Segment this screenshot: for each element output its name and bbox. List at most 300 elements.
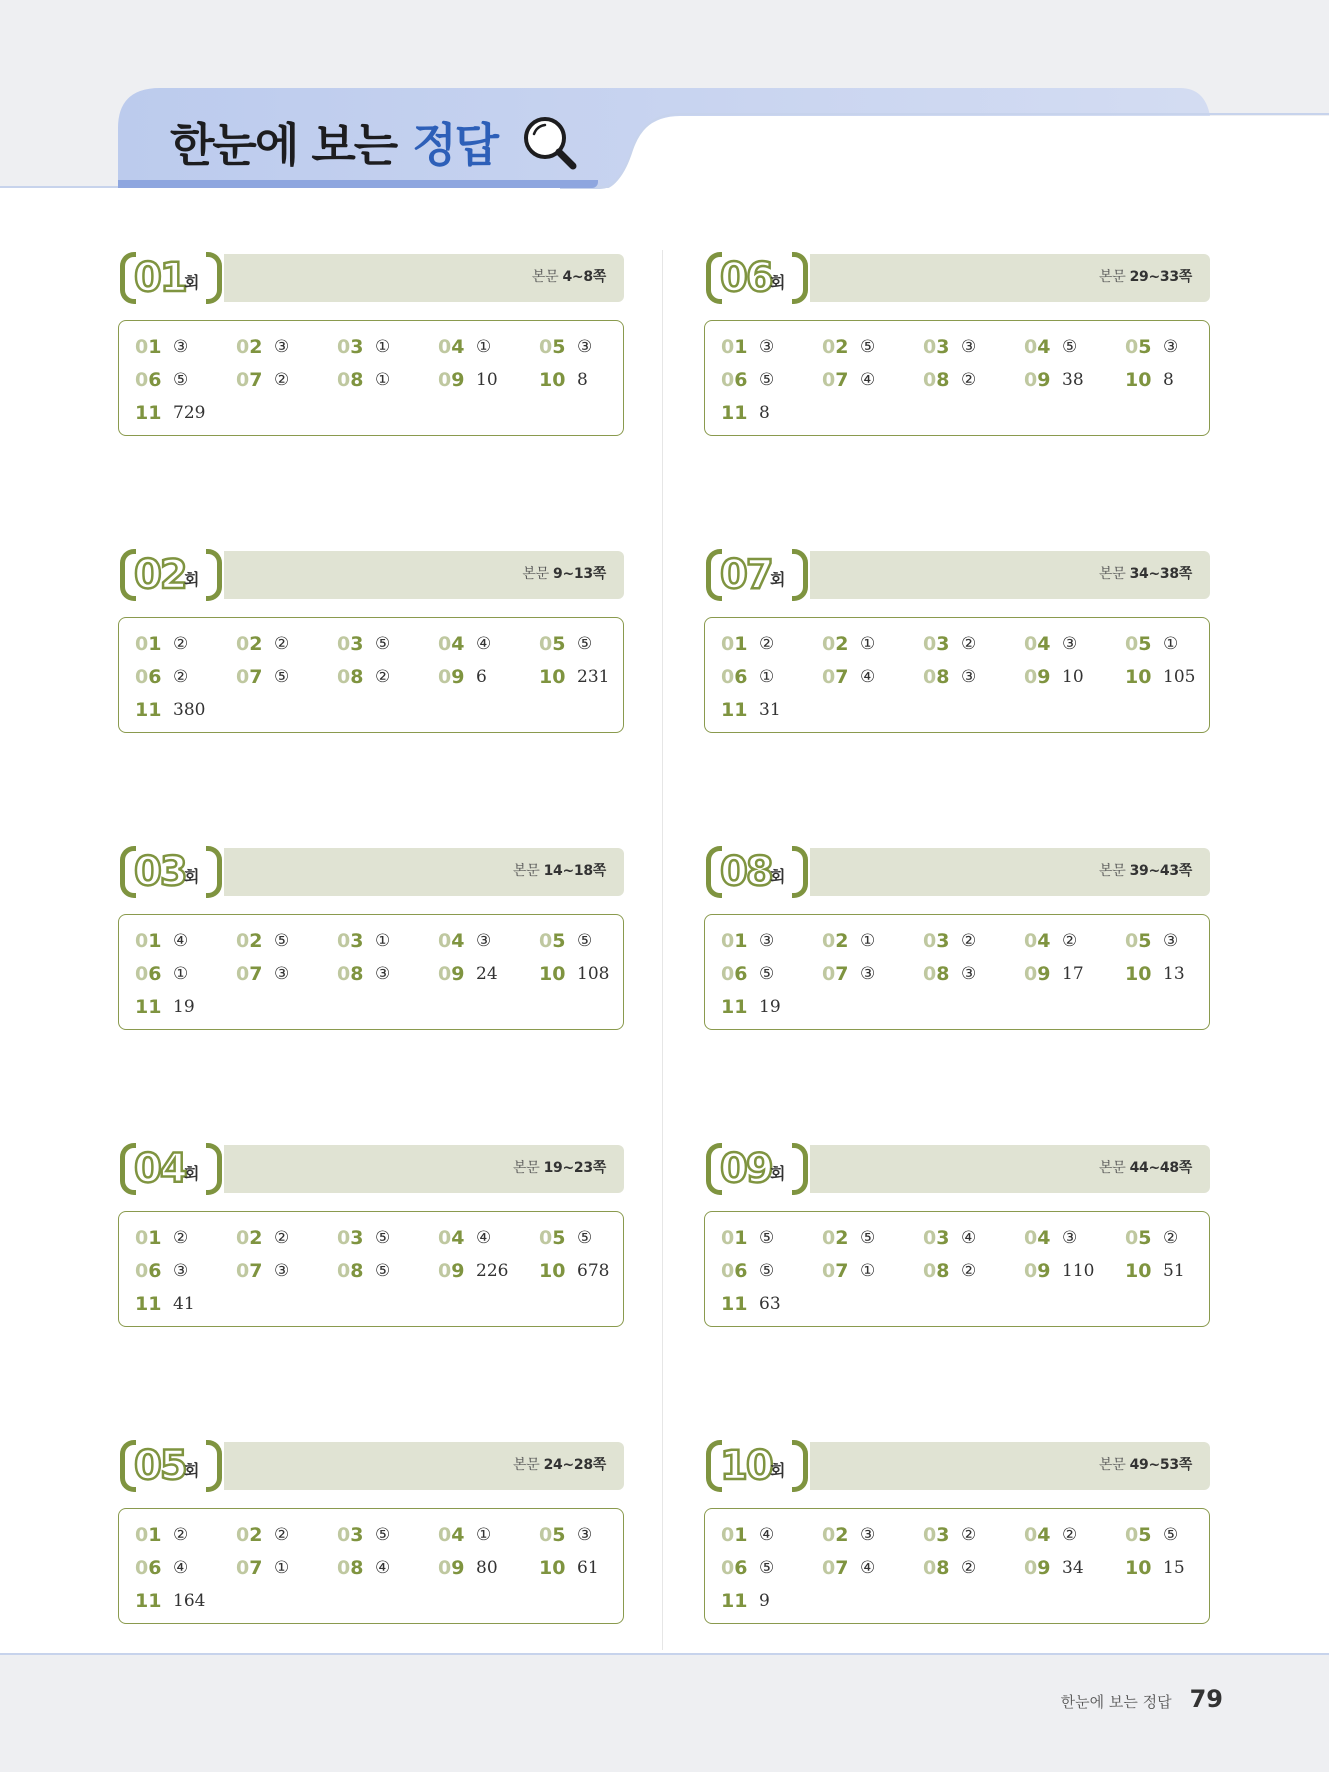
page-footer: [1061, 1685, 1223, 1713]
question-number-digit: 8: [936, 963, 950, 985]
question-number-zero: 0: [236, 930, 250, 952]
question-number-zero: 0: [721, 336, 735, 358]
question-number-digit: 10: [539, 963, 566, 985]
question-number-digit: 4: [1037, 1524, 1051, 1546]
question-number-zero: 0: [1024, 1227, 1038, 1249]
answer-item: [721, 1523, 774, 1547]
pages-label: 본문: [1098, 269, 1126, 285]
footer-title: 한눈에 보는 정답: [1060, 1693, 1172, 1711]
answer-value: ④: [173, 1558, 189, 1578]
round-number: 03: [134, 849, 186, 895]
answer-item: [539, 1556, 599, 1580]
answer-item: [1024, 632, 1077, 656]
question-number-digit: 8: [936, 666, 950, 688]
question-number: [337, 1260, 371, 1282]
answer-value: ②: [961, 1525, 977, 1545]
question-number-digit: 9: [451, 369, 465, 391]
answer-box: [118, 320, 624, 436]
pages-range: 4~8쪽: [562, 269, 606, 285]
question-number: [438, 666, 472, 688]
question-number-digit: 4: [1037, 1227, 1051, 1249]
round-block: [704, 547, 1210, 733]
question-number-zero: 0: [1024, 930, 1038, 952]
question-number-zero: 0: [923, 1227, 937, 1249]
question-number: [1024, 1524, 1058, 1546]
answer-value: 63: [759, 1294, 781, 1314]
answer-item: [721, 1226, 774, 1250]
round-badge: [118, 1141, 224, 1197]
pages-range: 14~18쪽: [543, 863, 606, 879]
pages-range: 29~33쪽: [1129, 269, 1192, 285]
question-number-digit: 2: [835, 336, 849, 358]
pages-label: 본문: [522, 566, 549, 582]
question-number-zero: 0: [822, 1227, 836, 1249]
question-number-digit: 11: [135, 1590, 162, 1612]
question-number-zero: 0: [438, 1524, 452, 1546]
answer-value: ③: [173, 1261, 189, 1281]
question-number: [236, 369, 270, 391]
answer-box: [118, 1211, 624, 1327]
answer-value: ⑤: [759, 370, 775, 390]
answer-item: [337, 929, 390, 953]
round-number: 01: [134, 255, 186, 301]
answer-item: [1024, 962, 1084, 986]
question-number: [822, 1227, 856, 1249]
question-number: [1125, 666, 1159, 688]
answer-item: [1024, 1226, 1077, 1250]
question-number: [135, 1293, 169, 1315]
question-number: [1125, 930, 1159, 952]
question-number: [721, 963, 755, 985]
answer-value: ②: [173, 1525, 189, 1545]
answer-box: [704, 914, 1210, 1030]
question-number-digit: 4: [451, 336, 465, 358]
question-number-digit: 6: [734, 963, 748, 985]
answer-item: [1024, 1259, 1094, 1283]
round-suffix: 회: [184, 1461, 200, 1480]
answer-value: 17: [1062, 964, 1084, 984]
question-number-digit: 7: [249, 1557, 263, 1579]
answer-item: [822, 929, 875, 953]
answer-item: [721, 995, 781, 1019]
question-number-digit: 2: [249, 1227, 263, 1249]
answer-value: ③: [476, 931, 492, 951]
answer-item: [236, 962, 289, 986]
round-suffix: 회: [184, 570, 200, 589]
answer-item: [721, 929, 774, 953]
answer-item: [539, 335, 592, 359]
answer-item: [438, 665, 487, 689]
pages-range: 19~23쪽: [543, 1160, 606, 1176]
question-number: [438, 930, 472, 952]
answer-value: ①: [274, 1558, 290, 1578]
answer-value: ③: [759, 931, 775, 951]
round-number: 07: [720, 552, 772, 598]
answer-value: ⑤: [860, 337, 876, 357]
answer-item: [236, 335, 289, 359]
answer-item: [135, 1589, 205, 1613]
question-number-digit: 5: [1138, 336, 1152, 358]
answer-item: [438, 1556, 498, 1580]
question-number: [135, 963, 169, 985]
question-number-digit: 11: [135, 402, 162, 424]
answer-item: [539, 1259, 609, 1283]
question-number-digit: 10: [1125, 666, 1152, 688]
question-number-zero: 0: [135, 666, 149, 688]
pages-label: 본문: [1098, 566, 1126, 582]
answer-value: ④: [759, 1525, 775, 1545]
round-badge: [118, 844, 224, 900]
answer-value: 31: [759, 700, 781, 720]
question-number-zero: 0: [923, 666, 937, 688]
answer-item: [721, 632, 774, 656]
header-curve: [560, 110, 1329, 190]
question-number-zero: 0: [1024, 1557, 1038, 1579]
answer-item: [337, 632, 390, 656]
answer-value: 164: [173, 1591, 206, 1611]
answer-value: ⑤: [375, 634, 391, 654]
question-number-zero: 0: [721, 1227, 735, 1249]
answer-value: ③: [860, 1525, 876, 1545]
question-number-digit: 7: [249, 369, 263, 391]
answer-value: ②: [961, 931, 977, 951]
answer-value: ⑤: [759, 964, 775, 984]
answer-value: 34: [1062, 1558, 1084, 1578]
answer-value: ①: [476, 1525, 492, 1545]
question-number-digit: 6: [734, 1260, 748, 1282]
answer-item: [135, 1226, 188, 1250]
answer-item: [822, 1556, 875, 1580]
round-header: [118, 250, 624, 306]
question-number-digit: 7: [249, 1260, 263, 1282]
question-number-digit: 6: [148, 666, 162, 688]
question-number-digit: 6: [734, 1557, 748, 1579]
question-number-zero: 0: [337, 1260, 351, 1282]
question-number: [438, 963, 472, 985]
pages-label: 본문: [512, 863, 540, 879]
answer-value: ⑤: [759, 1558, 775, 1578]
question-number-digit: 5: [1138, 930, 1152, 952]
question-number-zero: 0: [539, 633, 553, 655]
answer-value: ⑤: [375, 1525, 391, 1545]
bracket-right: [206, 846, 222, 898]
answer-item: [135, 1523, 188, 1547]
answer-item: [236, 1523, 289, 1547]
round-suffix: 회: [770, 1461, 786, 1480]
answer-value: ⑤: [1163, 1525, 1179, 1545]
answer-value: ⑤: [274, 667, 290, 687]
question-number-zero: 0: [438, 963, 452, 985]
answer-value: ③: [860, 964, 876, 984]
answer-item: [923, 1556, 976, 1580]
question-number-digit: 7: [249, 963, 263, 985]
answer-item: [1125, 1523, 1178, 1547]
question-number-digit: 1: [148, 633, 162, 655]
answer-item: [135, 401, 205, 425]
answer-item: [438, 335, 491, 359]
answer-value: ③: [173, 337, 189, 357]
question-number-zero: 0: [236, 1260, 250, 1282]
round-pages: [1099, 266, 1192, 286]
question-number-zero: 0: [236, 369, 250, 391]
page-number: 79: [1189, 1685, 1223, 1713]
question-number-digit: 5: [1138, 1524, 1152, 1546]
question-number: [135, 1227, 169, 1249]
question-number-zero: 0: [337, 1227, 351, 1249]
question-number: [236, 1524, 270, 1546]
question-number-zero: 0: [236, 666, 250, 688]
question-number-zero: 0: [822, 1260, 836, 1282]
question-number-digit: 8: [350, 1557, 364, 1579]
question-number-digit: 11: [721, 1590, 748, 1612]
title-main: 한눈에 보는: [170, 118, 397, 172]
question-number: [1125, 1557, 1159, 1579]
question-number-zero: 0: [539, 930, 553, 952]
answer-value: ②: [375, 667, 391, 687]
answer-item: [822, 1523, 875, 1547]
question-number-zero: 0: [438, 666, 452, 688]
round-number: 06: [720, 255, 772, 301]
answer-value: 9: [759, 1591, 770, 1611]
answer-item: [135, 1259, 188, 1283]
question-number: [1125, 1524, 1159, 1546]
answer-value: ⑤: [577, 931, 593, 951]
round-pages: [513, 860, 606, 880]
question-number-digit: 1: [148, 1227, 162, 1249]
round-pages: [513, 1157, 606, 1177]
round-badge: [704, 250, 810, 306]
round-badge: [704, 547, 810, 603]
question-number: [337, 369, 371, 391]
question-number: [539, 336, 573, 358]
answer-item: [1024, 665, 1084, 689]
question-number-digit: 1: [148, 930, 162, 952]
answer-value: ④: [476, 1228, 492, 1248]
round-badge: [118, 250, 224, 306]
round-pages: [532, 266, 606, 286]
answer-item: [721, 368, 774, 392]
answer-value: 8: [1163, 370, 1174, 390]
question-number: [721, 996, 755, 1018]
answer-item: [822, 962, 875, 986]
answer-item: [721, 1556, 774, 1580]
question-number-zero: 0: [135, 1260, 149, 1282]
question-number-zero: 0: [438, 1227, 452, 1249]
answer-value: ①: [476, 337, 492, 357]
answer-item: [337, 1556, 390, 1580]
question-number: [822, 1260, 856, 1282]
bracket-right: [206, 1440, 222, 1492]
question-number-digit: 8: [936, 369, 950, 391]
round-badge: [704, 1438, 810, 1494]
question-number: [721, 1293, 755, 1315]
question-number: [923, 1557, 957, 1579]
question-number-digit: 10: [539, 1557, 566, 1579]
question-number-zero: 0: [923, 369, 937, 391]
question-number-zero: 0: [721, 963, 735, 985]
question-number-zero: 0: [236, 1557, 250, 1579]
question-number-zero: 0: [1125, 633, 1139, 655]
question-number: [822, 1557, 856, 1579]
question-number-zero: 0: [236, 1227, 250, 1249]
question-number: [135, 369, 169, 391]
question-number-digit: 4: [451, 930, 465, 952]
question-number-digit: 3: [936, 1227, 950, 1249]
pages-range: 9~13쪽: [553, 566, 606, 582]
question-number-zero: 0: [1024, 963, 1038, 985]
answer-value: ②: [961, 1558, 977, 1578]
question-number: [822, 369, 856, 391]
question-number-zero: 0: [135, 336, 149, 358]
question-number-digit: 9: [451, 963, 465, 985]
answer-value: ③: [375, 964, 391, 984]
question-number: [923, 336, 957, 358]
answer-item: [539, 1523, 592, 1547]
question-number-zero: 0: [822, 1524, 836, 1546]
answer-item: [822, 632, 875, 656]
answer-value: ②: [274, 634, 290, 654]
pages-range: 44~48쪽: [1129, 1160, 1192, 1176]
question-number-zero: 0: [822, 930, 836, 952]
answer-value: 15: [1163, 1558, 1185, 1578]
question-number: [1024, 963, 1058, 985]
round-badge: [704, 844, 810, 900]
answer-item: [539, 929, 592, 953]
question-number: [236, 1557, 270, 1579]
round-block: [118, 250, 624, 436]
answer-value: ②: [274, 1228, 290, 1248]
answer-value: ⑤: [759, 1228, 775, 1248]
answer-item: [721, 698, 781, 722]
question-number-zero: 0: [1024, 369, 1038, 391]
round-number: 04: [134, 1146, 186, 1192]
question-number-digit: 3: [936, 930, 950, 952]
question-number: [438, 336, 472, 358]
answer-item: [135, 632, 188, 656]
question-number: [822, 633, 856, 655]
question-number-digit: 6: [734, 369, 748, 391]
question-number-zero: 0: [135, 1524, 149, 1546]
question-number-digit: 9: [451, 666, 465, 688]
answer-value: 10: [1062, 667, 1084, 687]
question-number-digit: 5: [552, 1524, 566, 1546]
question-number-zero: 0: [337, 666, 351, 688]
magnifier-icon: [519, 112, 579, 172]
question-number-zero: 0: [721, 369, 735, 391]
question-number: [539, 1524, 573, 1546]
pages-range: 24~28쪽: [543, 1457, 606, 1473]
question-number-digit: 1: [734, 633, 748, 655]
question-number-digit: 9: [1037, 1557, 1051, 1579]
answer-value: ③: [759, 337, 775, 357]
question-number-digit: 6: [734, 666, 748, 688]
question-number-digit: 4: [1037, 633, 1051, 655]
answer-item: [923, 1523, 976, 1547]
answer-item: [923, 368, 976, 392]
question-number-digit: 5: [1138, 633, 1152, 655]
answer-value: ④: [860, 667, 876, 687]
question-number-digit: 11: [135, 1293, 162, 1315]
question-number-zero: 0: [822, 963, 836, 985]
answer-item: [721, 1292, 781, 1316]
round-suffix: 회: [184, 867, 200, 886]
answer-item: [1125, 335, 1178, 359]
answer-item: [721, 401, 770, 425]
question-number: [539, 633, 573, 655]
answer-value: 41: [173, 1294, 195, 1314]
question-number: [1125, 369, 1159, 391]
question-number: [1024, 1260, 1058, 1282]
question-number-zero: 0: [135, 1557, 149, 1579]
question-number-zero: 0: [822, 1557, 836, 1579]
round-header: [704, 547, 1210, 603]
answer-item: [438, 929, 491, 953]
question-number: [539, 1557, 573, 1579]
question-number: [822, 336, 856, 358]
round-badge: [118, 547, 224, 603]
answer-value: ⑤: [860, 1228, 876, 1248]
round-number: 02: [134, 552, 186, 598]
answer-item: [337, 335, 390, 359]
answer-value: ⑤: [1062, 337, 1078, 357]
answer-item: [1125, 1556, 1185, 1580]
answer-value: 24: [476, 964, 498, 984]
round-suffix: 회: [184, 273, 200, 292]
question-number-zero: 0: [721, 1260, 735, 1282]
question-number-zero: 0: [135, 963, 149, 985]
question-number-zero: 0: [721, 930, 735, 952]
question-number-digit: 4: [451, 633, 465, 655]
answer-box: [118, 1508, 624, 1624]
question-number: [337, 963, 371, 985]
question-number-digit: 2: [249, 336, 263, 358]
question-number: [539, 369, 573, 391]
question-number: [1024, 369, 1058, 391]
answer-item: [822, 665, 875, 689]
answer-item: [721, 665, 774, 689]
answer-item: [337, 665, 390, 689]
question-number-digit: 5: [552, 633, 566, 655]
question-number-digit: 3: [936, 633, 950, 655]
round-block: [704, 1141, 1210, 1327]
bracket-right: [792, 1440, 808, 1492]
answer-value: 80: [476, 1558, 498, 1578]
round-header: [118, 844, 624, 900]
question-number-digit: 6: [148, 369, 162, 391]
question-number: [236, 336, 270, 358]
question-number: [1125, 1260, 1159, 1282]
answer-item: [923, 1226, 976, 1250]
question-number: [438, 1524, 472, 1546]
answer-item: [1125, 929, 1178, 953]
answer-item: [135, 1292, 195, 1316]
footer-line: [0, 1653, 1329, 1655]
round-suffix: 회: [770, 273, 786, 292]
answer-item: [822, 1226, 875, 1250]
answer-item: [822, 1259, 875, 1283]
question-number-zero: 0: [1024, 1260, 1038, 1282]
answer-item: [438, 962, 498, 986]
question-number: [822, 963, 856, 985]
question-number-digit: 2: [249, 633, 263, 655]
question-number: [539, 1227, 573, 1249]
question-number: [337, 666, 371, 688]
answer-item: [923, 962, 976, 986]
question-number-zero: 0: [923, 336, 937, 358]
question-number-digit: 8: [936, 1557, 950, 1579]
question-number-digit: 3: [936, 336, 950, 358]
answer-value: 51: [1163, 1261, 1185, 1281]
